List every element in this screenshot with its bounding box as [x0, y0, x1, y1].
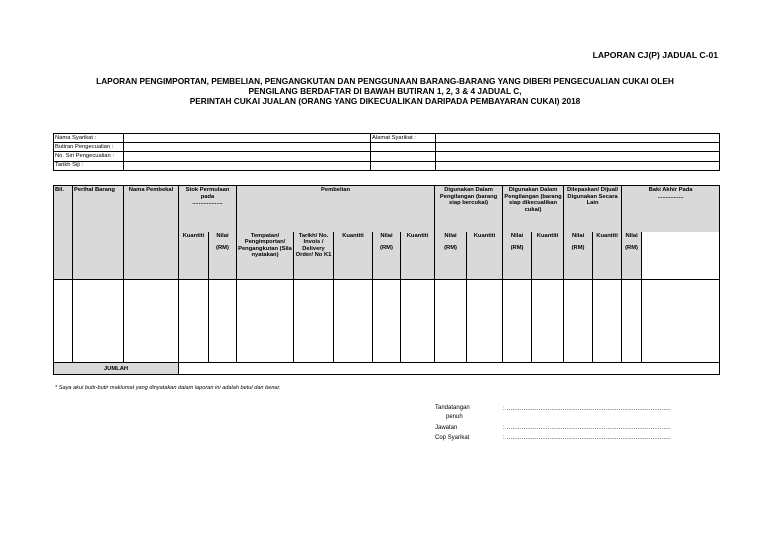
title-line-1: LAPORAN PENGIMPORTAN, PEMBELIAN, PENGANGKUTAN DAN PENGGUNAAN BARANG-BARANG YANG DIBERI PENGECUALIAN CUKAI OLEH — [96, 76, 674, 86]
blank-cell — [436, 143, 720, 152]
subheader-nilai — [622, 232, 642, 280]
data-cell[interactable] — [73, 280, 124, 363]
rm-label: (RM) — [444, 245, 457, 252]
blank-cell — [371, 161, 436, 170]
data-cell[interactable] — [373, 280, 401, 363]
data-cell[interactable] — [54, 280, 73, 363]
blank-cell — [371, 152, 436, 161]
subheader-nilai — [209, 232, 237, 280]
data-cell[interactable] — [179, 280, 209, 363]
exemption-serial-label: No. Siri Pengecualian : — [54, 152, 124, 161]
signature-label-full: penuh — [446, 414, 463, 420]
blank-cell — [371, 143, 436, 152]
nilai-label: Nilai — [216, 232, 229, 239]
report-table — [53, 185, 720, 375]
company-address-label: Alamat Syarikat : — [371, 134, 436, 143]
data-cell[interactable] — [593, 280, 622, 363]
company-info-table — [53, 133, 720, 171]
data-cell[interactable] — [334, 280, 373, 363]
data-cell[interactable] — [503, 280, 532, 363]
rm-label: (RM) — [510, 245, 524, 252]
subheader-tempatan: Tempatan/ Pengimportan/ Pengangkutan (Sila nyatakan) — [237, 232, 294, 280]
nilai-label: Nilai — [571, 232, 585, 239]
data-cell[interactable] — [622, 280, 642, 363]
subheader-tarikh-invois: Tarikh/ No. Invois / Delivery Order/ No K1 — [294, 232, 334, 280]
jumlah-row — [179, 363, 720, 375]
data-cell[interactable] — [642, 280, 720, 363]
exemption-serial-field[interactable] — [124, 152, 371, 161]
signature-field[interactable]: : ........................................................................................ — [503, 406, 672, 412]
col-header-dikecualikan: Digunakan Dalam Pengilangan (barang siap dikecualikan cukai) — [503, 186, 564, 232]
subheader-kuantiti: Kuantiti — [179, 232, 209, 280]
subheader-nilai — [503, 232, 532, 280]
data-cell[interactable] — [564, 280, 593, 363]
exemption-item-label: Butiran Pengecualian : — [54, 143, 124, 152]
data-cell[interactable] — [237, 280, 294, 363]
data-cell[interactable] — [401, 280, 435, 363]
signature-label: Tandatangan — [435, 405, 470, 411]
col-header-perihal: Perihal Barang — [73, 186, 124, 280]
subheader-kuantiti: Kuantiti — [593, 232, 622, 280]
data-cell[interactable] — [294, 280, 334, 363]
company-address-field[interactable] — [436, 134, 720, 143]
subheader-nilai — [373, 232, 401, 280]
rm-label: (RM) — [625, 245, 638, 252]
certificate-date-field[interactable] — [124, 161, 371, 170]
col-header-pengilangan: Digunakan Dalam Pengilangan (barang siap bercukai) — [435, 186, 503, 232]
col-header-pembelian: Pembelian — [237, 186, 435, 232]
subheader-kuantiti: Kuantiti — [467, 232, 503, 280]
title-line-3: PERINTAH CUKAI JUALAN (ORANG YANG DIKECUALIKAN DARIPADA PEMBAYARAN CUKAI) 2018 — [189, 96, 581, 106]
col-header-stok-awal — [179, 186, 237, 232]
blank-cell — [436, 161, 720, 170]
title-line-2: PENGILANG BERDAFTAR DI BAWAH BUTIRAN 1, 2, 3 & 4 JADUAL C, — [248, 86, 522, 96]
blank-cell — [436, 152, 720, 161]
baki-label: Baki Akhir Pada — [648, 187, 693, 193]
baki-dots: ................ — [657, 193, 684, 200]
nilai-label: Nilai — [510, 232, 524, 239]
nilai-label: Nilai — [444, 232, 457, 239]
data-cell[interactable] — [209, 280, 237, 363]
col-header-bil: Bil. — [54, 186, 73, 280]
position-label: Jawatan — [435, 425, 458, 431]
report-title — [40, 76, 730, 106]
company-stamp-field[interactable]: : ........................................................................................ — [503, 435, 672, 441]
data-cell[interactable] — [435, 280, 467, 363]
col-header-baki — [622, 186, 720, 232]
rm-label: (RM) — [380, 245, 393, 252]
col-header-dilepaskan: Dilepaskan/ Dijual/ Digunakan Secara Lain — [564, 186, 622, 232]
nilai-label: Nilai — [625, 232, 638, 239]
company-name-field[interactable] — [124, 134, 371, 143]
data-cell[interactable] — [124, 280, 179, 363]
subheader-nilai — [435, 232, 467, 280]
col-header-pembekal: Nama Pembekal — [124, 186, 179, 280]
certificate-date-label: Tarikh Siji : — [54, 161, 124, 170]
jumlah-label: JUMLAH — [54, 363, 179, 375]
data-cell[interactable] — [532, 280, 564, 363]
subheader-kuantiti: Kuantiti — [401, 232, 435, 280]
rm-label: (RM) — [216, 245, 229, 252]
stok-awal-label: Stok Permulaan pada — [185, 187, 230, 200]
company-name-label: Nama Syarikat : — [54, 134, 124, 143]
form-code: LAPORAN CJ(P) JADUAL C-01 — [592, 50, 718, 60]
exemption-item-field[interactable] — [124, 143, 371, 152]
subheader-kuantiti: Kuantiti — [532, 232, 564, 280]
data-cell[interactable] — [467, 280, 503, 363]
nilai-label: Nilai — [380, 232, 393, 239]
subheader-kuantiti: Kuantiti — [334, 232, 373, 280]
declaration-text: * Saya akui butir-butir maklumat yang dinyatakan dalam laporan ini adalah betul dan benar. — [55, 385, 281, 391]
subheader-nilai — [564, 232, 593, 280]
stok-awal-dots: ................... — [192, 200, 223, 207]
company-stamp-label: Cop Syarikat — [435, 435, 470, 441]
position-field[interactable]: : ........................................................................................ — [503, 425, 672, 431]
rm-label: (RM) — [571, 245, 585, 252]
